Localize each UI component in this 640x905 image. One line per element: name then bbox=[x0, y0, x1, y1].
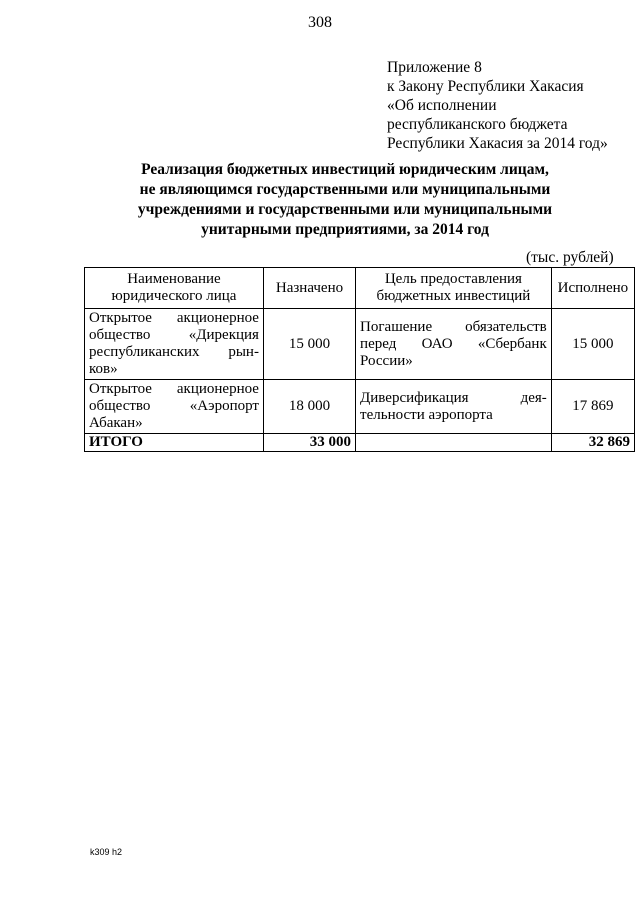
appendix-line: Республики Хакасия за 2014 год» bbox=[387, 135, 608, 152]
title-line: Реализация бюджетных инвестиций юридическим лицам, bbox=[141, 161, 549, 178]
appendix-line: к Закону Республики Хакасия bbox=[387, 78, 584, 95]
footer-code: k309 h2 bbox=[90, 847, 123, 857]
cell-name: Открытое акционерное общество «Дирекция республиканских рын-ков» bbox=[85, 309, 264, 380]
table-row bbox=[85, 309, 635, 380]
cell-purpose: Погашение обязательств перед ОАО «Сбербанк России» bbox=[356, 309, 552, 380]
cell-executed: 15 000 bbox=[551, 309, 634, 380]
title-line: не являющимся государственными или муниципальными bbox=[139, 181, 551, 198]
appendix-line: «Об исполнении bbox=[387, 97, 497, 114]
total-assigned: 33 000 bbox=[263, 434, 355, 452]
cell-purpose: Диверсификация дея-тельности аэропорта bbox=[356, 380, 552, 434]
appendix-line: Приложение 8 bbox=[387, 59, 482, 76]
total-executed: 32 869 bbox=[551, 434, 634, 452]
title-line: унитарными предприятиями, за 2014 год bbox=[201, 221, 489, 238]
cell-assigned: 15 000 bbox=[263, 309, 355, 380]
appendix-line: республиканского бюджета bbox=[387, 116, 568, 133]
document-title bbox=[110, 160, 580, 240]
header-legal-entity: Наименование юридического лица bbox=[85, 268, 264, 309]
cell-executed: 17 869 bbox=[551, 380, 634, 434]
investment-table bbox=[84, 267, 635, 452]
cell-assigned: 18 000 bbox=[263, 380, 355, 434]
total-label: ИТОГО bbox=[85, 434, 264, 452]
total-purpose-empty bbox=[356, 434, 552, 452]
cell-name: Открытое акционерное общество «Аэропорт Абакан» bbox=[85, 380, 264, 434]
header-assigned: Назначено bbox=[263, 268, 355, 309]
title-line: учреждениями и государственными или муниципальными bbox=[137, 201, 553, 218]
page-number: 308 bbox=[308, 14, 332, 31]
table-header-row bbox=[85, 268, 635, 309]
header-purpose: Цель предоставления бюджетных инвестиций bbox=[356, 268, 552, 309]
table-total-row bbox=[85, 434, 635, 452]
header-executed: Исполнено bbox=[551, 268, 634, 309]
units-label: (тыс. рублей) bbox=[526, 249, 614, 266]
appendix-block bbox=[387, 58, 608, 153]
table-row bbox=[85, 380, 635, 434]
